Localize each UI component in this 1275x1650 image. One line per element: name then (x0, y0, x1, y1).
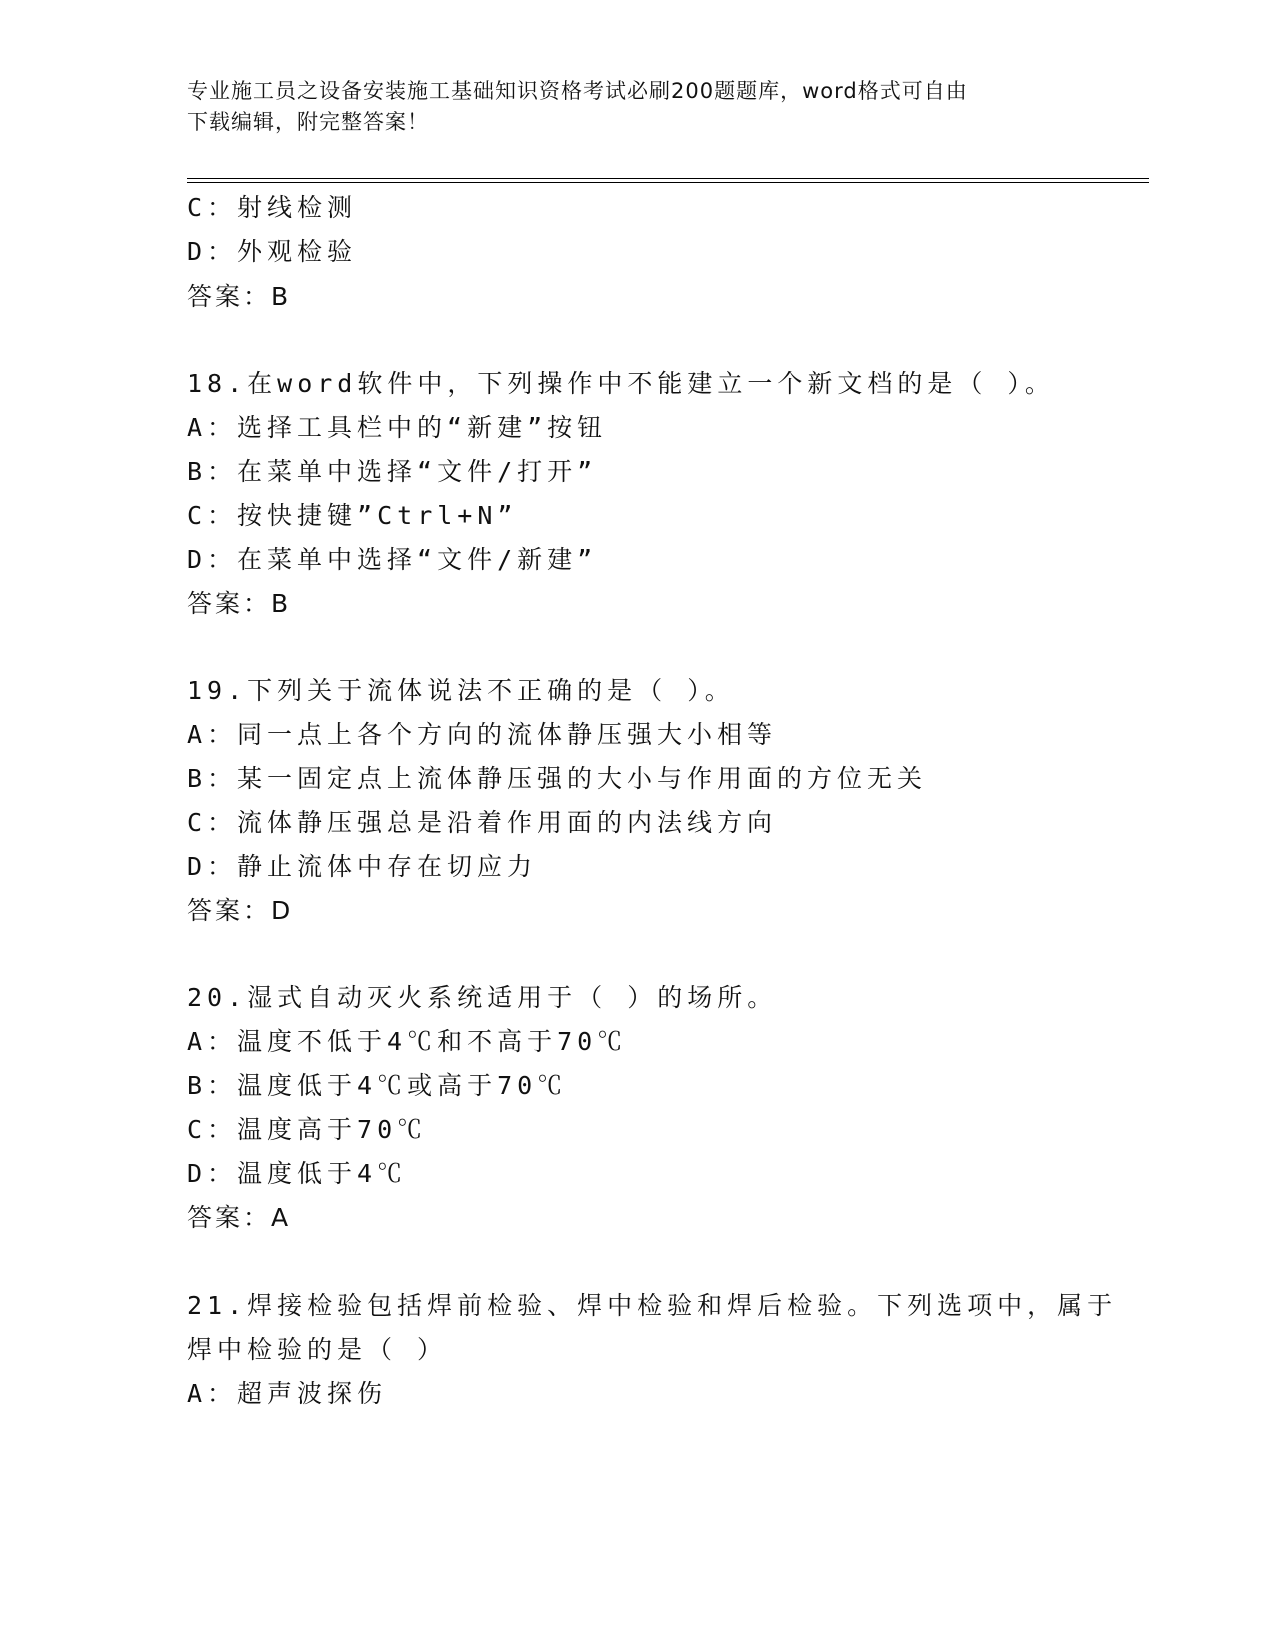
q17-answer: 答案：B (187, 282, 292, 311)
q19-answer: 答案：D (187, 896, 294, 925)
q17-option-c: C：射线检测 (187, 193, 358, 222)
q17-option-d: D：外观检验 (187, 237, 358, 266)
q20-option-b: B：温度低于4℃或高于70℃ (187, 1071, 568, 1100)
q19-question: 19.下列关于流体说法不正确的是（ ）。 (187, 676, 735, 705)
q21-question-line-1: 21.焊接检验包括焊前检验、焊中检验和焊后检验。下列选项中，属于 (187, 1291, 1118, 1320)
document-header (187, 76, 1087, 138)
header-divider-top (187, 178, 1149, 179)
q20-option-a: A：温度不低于4℃和不高于70℃ (187, 1027, 628, 1056)
header-line-1: 专业施工员之设备安装施工基础知识资格考试必刷200题题库，word格式可自由 (187, 79, 968, 103)
q18-option-a: A：选择工具栏中的“新建”按钮 (187, 413, 608, 442)
q19-option-b: B：某一固定点上流体静压强的大小与作用面的方位无关 (187, 764, 928, 793)
q19-option-d: D：静止流体中存在切应力 (187, 852, 538, 881)
q20-question: 20.湿式自动灭火系统适用于（ ）的场所。 (187, 983, 778, 1012)
q20-option-c: C：温度高于70℃ (187, 1115, 428, 1144)
header-divider-bottom (187, 182, 1149, 183)
q19-option-a: A：同一点上各个方向的流体静压强大小相等 (187, 720, 778, 749)
q21-option-a: A：超声波探伤 (187, 1379, 388, 1408)
q18-question: 18.在word软件中，下列操作中不能建立一个新文档的是（ ）。 (187, 369, 1055, 398)
q20-answer: 答案：A (187, 1203, 292, 1232)
q20-option-d: D：温度低于4℃ (187, 1159, 408, 1188)
q18-option-c: C：按快捷键”Ctrl+N” (187, 501, 518, 530)
q18-answer: 答案：B (187, 589, 292, 618)
q18-option-d: D：在菜单中选择“文件/新建” (187, 545, 598, 574)
q19-option-c: C：流体静压强总是沿着作用面的内法线方向 (187, 808, 778, 837)
q18-option-b: B：在菜单中选择“文件/打开” (187, 457, 598, 486)
q21-question-line-2: 焊中检验的是（ ） (187, 1335, 448, 1364)
header-line-2: 下载编辑，附完整答案！ (187, 110, 429, 134)
